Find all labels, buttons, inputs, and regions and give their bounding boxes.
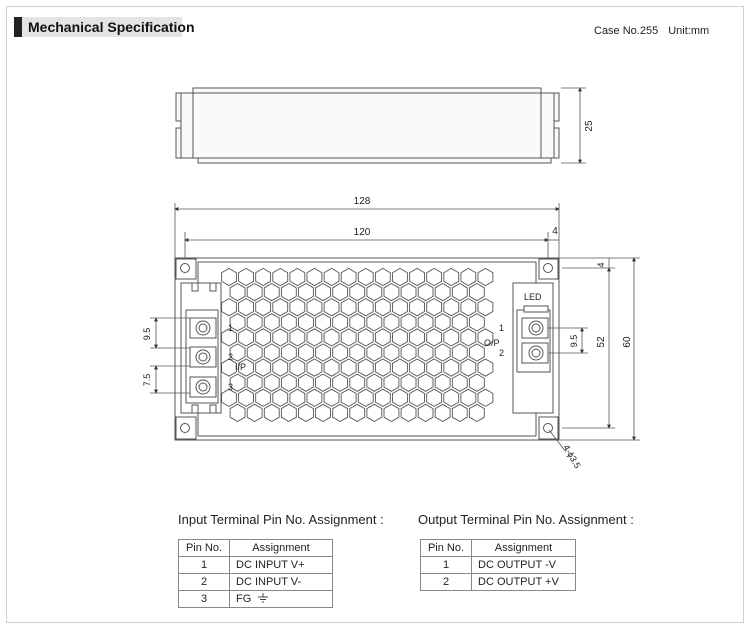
- input-table-title: Input Terminal Pin No. Assignment :: [178, 512, 384, 527]
- vent-hole: [350, 404, 365, 421]
- output-terminal-block: [513, 283, 553, 413]
- vent-hole: [435, 374, 450, 391]
- vent-hole: [384, 344, 399, 361]
- vent-hole: [230, 284, 245, 301]
- vent-hole: [273, 268, 288, 285]
- vent-hole: [478, 389, 493, 406]
- vent-hole: [316, 374, 331, 391]
- height-dimensions: [559, 258, 640, 440]
- vent-hole: [264, 284, 279, 301]
- vent-hole: [427, 299, 442, 316]
- vent-hole: [290, 299, 305, 316]
- vent-hole: [461, 299, 476, 316]
- vent-hole: [469, 314, 484, 331]
- vent-hole: [281, 344, 296, 361]
- vent-hole: [247, 374, 262, 391]
- vent-hole: [478, 359, 493, 376]
- output-pin-1: 1: [499, 323, 505, 333]
- table-row: [179, 557, 333, 574]
- table-row: [421, 557, 576, 574]
- vent-hole: [444, 359, 459, 376]
- vent-hole: [401, 404, 416, 421]
- vent-hole: [410, 389, 425, 406]
- vent-hole: [393, 299, 408, 316]
- vent-hole: [469, 344, 484, 361]
- vent-hole: [384, 314, 399, 331]
- dim-output-pitch: 9.5: [569, 334, 579, 348]
- vent-hole: [256, 359, 271, 376]
- vent-hole: [452, 284, 467, 301]
- vent-hole: [452, 314, 467, 331]
- pin-number: 2: [421, 574, 472, 591]
- table-row: [421, 574, 576, 591]
- vent-hole: [264, 374, 279, 391]
- vent-hole: [281, 284, 296, 301]
- section-title: Mechanical Specification: [28, 19, 195, 35]
- side-view: [176, 88, 559, 163]
- vent-hole: [341, 299, 356, 316]
- vent-hole: [427, 268, 442, 285]
- vent-hole: [341, 359, 356, 376]
- input-pin-1: 1: [228, 323, 234, 333]
- vent-hole: [358, 329, 373, 346]
- pin-column-header: Pin No.: [421, 540, 472, 557]
- vent-hole: [452, 374, 467, 391]
- vent-hole: [324, 389, 339, 406]
- vent-hole: [239, 329, 254, 346]
- dim-input-pitch-2: 7.5: [142, 373, 152, 387]
- vent-hole: [316, 284, 331, 301]
- vent-hole: [299, 284, 314, 301]
- vent-hole: [290, 268, 305, 285]
- vent-hole: [290, 389, 305, 406]
- vent-hole: [375, 359, 390, 376]
- vent-hole: [410, 329, 425, 346]
- vent-hole: [401, 344, 416, 361]
- vent-hole: [375, 329, 390, 346]
- vent-hole: [469, 374, 484, 391]
- vent-hole: [307, 268, 322, 285]
- vent-hole: [478, 299, 493, 316]
- dim-top-offset: 4: [596, 262, 606, 268]
- vent-hole: [461, 359, 476, 376]
- vent-hole: [264, 404, 279, 421]
- vent-hole: [384, 284, 399, 301]
- vent-hole: [350, 374, 365, 391]
- pin-assignment: DC INPUT V+: [230, 557, 333, 574]
- input-pin-table: [178, 539, 333, 608]
- dim-holes: 4-ϕ3.5: [561, 443, 583, 471]
- vent-hole: [324, 268, 339, 285]
- output-label: O/P: [484, 338, 500, 348]
- dim-overall-length: 128: [353, 196, 371, 207]
- vent-hole: [358, 299, 373, 316]
- vent-hole: [307, 359, 322, 376]
- vent-hole: [461, 268, 476, 285]
- vent-hole: [435, 314, 450, 331]
- vent-hole: [375, 299, 390, 316]
- pin-number: 1: [421, 557, 472, 574]
- vent-hole: [358, 389, 373, 406]
- pin-number: 1: [179, 557, 230, 574]
- vent-hole: [435, 404, 450, 421]
- dim-mount-length: 120: [353, 227, 371, 238]
- vent-hole: [393, 329, 408, 346]
- vent-hole: [247, 314, 262, 331]
- pin-assignment: FG: [236, 593, 252, 605]
- vent-hole: [444, 299, 459, 316]
- vent-hole: [247, 284, 262, 301]
- vent-hole: [239, 389, 254, 406]
- input-pin-2: 2: [228, 352, 234, 362]
- vent-hole: [333, 374, 348, 391]
- vent-hole: [290, 359, 305, 376]
- output-pin-2: 2: [499, 348, 505, 358]
- vent-hole: [341, 389, 356, 406]
- vent-hole: [256, 299, 271, 316]
- dim-input-pitch-1: 9.5: [142, 327, 152, 341]
- vent-hole: [418, 404, 433, 421]
- vent-hole: [435, 284, 450, 301]
- vent-hole: [222, 299, 237, 316]
- table-row: [179, 574, 333, 591]
- vent-hole: [290, 329, 305, 346]
- vent-hole: [461, 329, 476, 346]
- vent-hole: [256, 389, 271, 406]
- vent-hole: [384, 404, 399, 421]
- pin-column-header: Pin No.: [179, 540, 230, 557]
- pin-number: 3: [179, 591, 230, 608]
- vent-hole: [273, 389, 288, 406]
- vent-hole: [273, 359, 288, 376]
- vent-hole: [341, 329, 356, 346]
- vent-hole: [316, 344, 331, 361]
- assignment-column-header: Assignment: [472, 540, 576, 557]
- vent-hole: [307, 329, 322, 346]
- vent-hole: [324, 359, 339, 376]
- pin-assignment: DC INPUT V-: [230, 574, 333, 591]
- vent-hole: [264, 314, 279, 331]
- vent-hole: [435, 344, 450, 361]
- height-dimension: [561, 88, 586, 163]
- assignment-column-header: Assignment: [230, 540, 333, 557]
- vent-hole: [461, 389, 476, 406]
- dim-edge-offset: 4: [552, 226, 558, 237]
- vent-hole: [401, 314, 416, 331]
- table-header-row: [179, 540, 333, 557]
- vent-hole: [375, 389, 390, 406]
- vent-hole: [418, 344, 433, 361]
- vent-hole: [410, 359, 425, 376]
- vent-hole: [427, 359, 442, 376]
- vent-hole: [222, 268, 237, 285]
- vent-hole: [350, 344, 365, 361]
- table-header-row: [421, 540, 576, 557]
- vent-hole: [384, 374, 399, 391]
- vent-hole: [299, 314, 314, 331]
- vent-hole: [367, 404, 382, 421]
- vent-hole: [333, 314, 348, 331]
- vent-hole: [418, 374, 433, 391]
- vent-hole: [350, 284, 365, 301]
- vent-hole: [427, 329, 442, 346]
- vent-hole: [393, 389, 408, 406]
- vent-hole: [350, 314, 365, 331]
- vent-hole: [393, 359, 408, 376]
- vent-hole: [410, 299, 425, 316]
- vent-hole: [418, 284, 433, 301]
- vent-hole: [358, 268, 373, 285]
- vent-hole: [401, 374, 416, 391]
- vent-hole: [367, 374, 382, 391]
- vent-hole: [469, 284, 484, 301]
- vent-hole: [333, 284, 348, 301]
- output-pin-table: [420, 539, 576, 591]
- case-number: Case No.255: [594, 25, 659, 37]
- vent-hole: [393, 268, 408, 285]
- vent-hole: [307, 299, 322, 316]
- vent-hole: [264, 344, 279, 361]
- vent-hole: [444, 329, 459, 346]
- vent-hole: [367, 344, 382, 361]
- dim-height: 25: [584, 120, 595, 132]
- vent-hole: [273, 299, 288, 316]
- vent-hole: [281, 374, 296, 391]
- vent-hole: [375, 268, 390, 285]
- vent-hole: [247, 344, 262, 361]
- input-pin-3: 3: [228, 382, 234, 392]
- dim-width: 60: [622, 336, 633, 348]
- ground-icon: [257, 593, 269, 603]
- vent-hole: [324, 329, 339, 346]
- vent-hole: [367, 314, 382, 331]
- vent-hole: [307, 389, 322, 406]
- vent-hole: [401, 284, 416, 301]
- output-table-title: Output Terminal Pin No. Assignment :: [418, 512, 634, 527]
- dim-hole-spacing: 52: [596, 336, 607, 348]
- vent-hole: [358, 359, 373, 376]
- pin-number: 2: [179, 574, 230, 591]
- vent-hole: [299, 374, 314, 391]
- vent-hole: [452, 344, 467, 361]
- table-row: [179, 591, 333, 608]
- vent-hole: [239, 268, 254, 285]
- vent-hole: [281, 404, 296, 421]
- vent-hole: [410, 268, 425, 285]
- vent-hole: [239, 299, 254, 316]
- vent-hole: [230, 404, 245, 421]
- vent-hole: [247, 404, 262, 421]
- vent-hole: [273, 329, 288, 346]
- vent-hole: [341, 268, 356, 285]
- input-label: I/P: [235, 362, 247, 372]
- vent-hole: [256, 329, 271, 346]
- vent-hole: [478, 268, 493, 285]
- vent-hole: [333, 344, 348, 361]
- vent-hole: [427, 389, 442, 406]
- pin-assignment-cell: [230, 591, 333, 608]
- vent-hole: [299, 344, 314, 361]
- vent-hole: [316, 314, 331, 331]
- vent-hole: [316, 404, 331, 421]
- vent-hole: [324, 299, 339, 316]
- vent-hole: [281, 314, 296, 331]
- unit-label: Unit:mm: [668, 25, 710, 37]
- vent-hole: [333, 404, 348, 421]
- vent-hole: [256, 268, 271, 285]
- vent-hole: [299, 404, 314, 421]
- pin-assignment: DC OUTPUT +V: [472, 574, 576, 591]
- led-label: LED: [524, 292, 542, 302]
- vent-hole: [367, 284, 382, 301]
- vent-hole: [418, 314, 433, 331]
- vent-hole: [469, 404, 484, 421]
- vent-hole: [452, 404, 467, 421]
- vent-hole: [444, 389, 459, 406]
- vent-hole: [444, 268, 459, 285]
- pin-assignment: DC OUTPUT -V: [472, 557, 576, 574]
